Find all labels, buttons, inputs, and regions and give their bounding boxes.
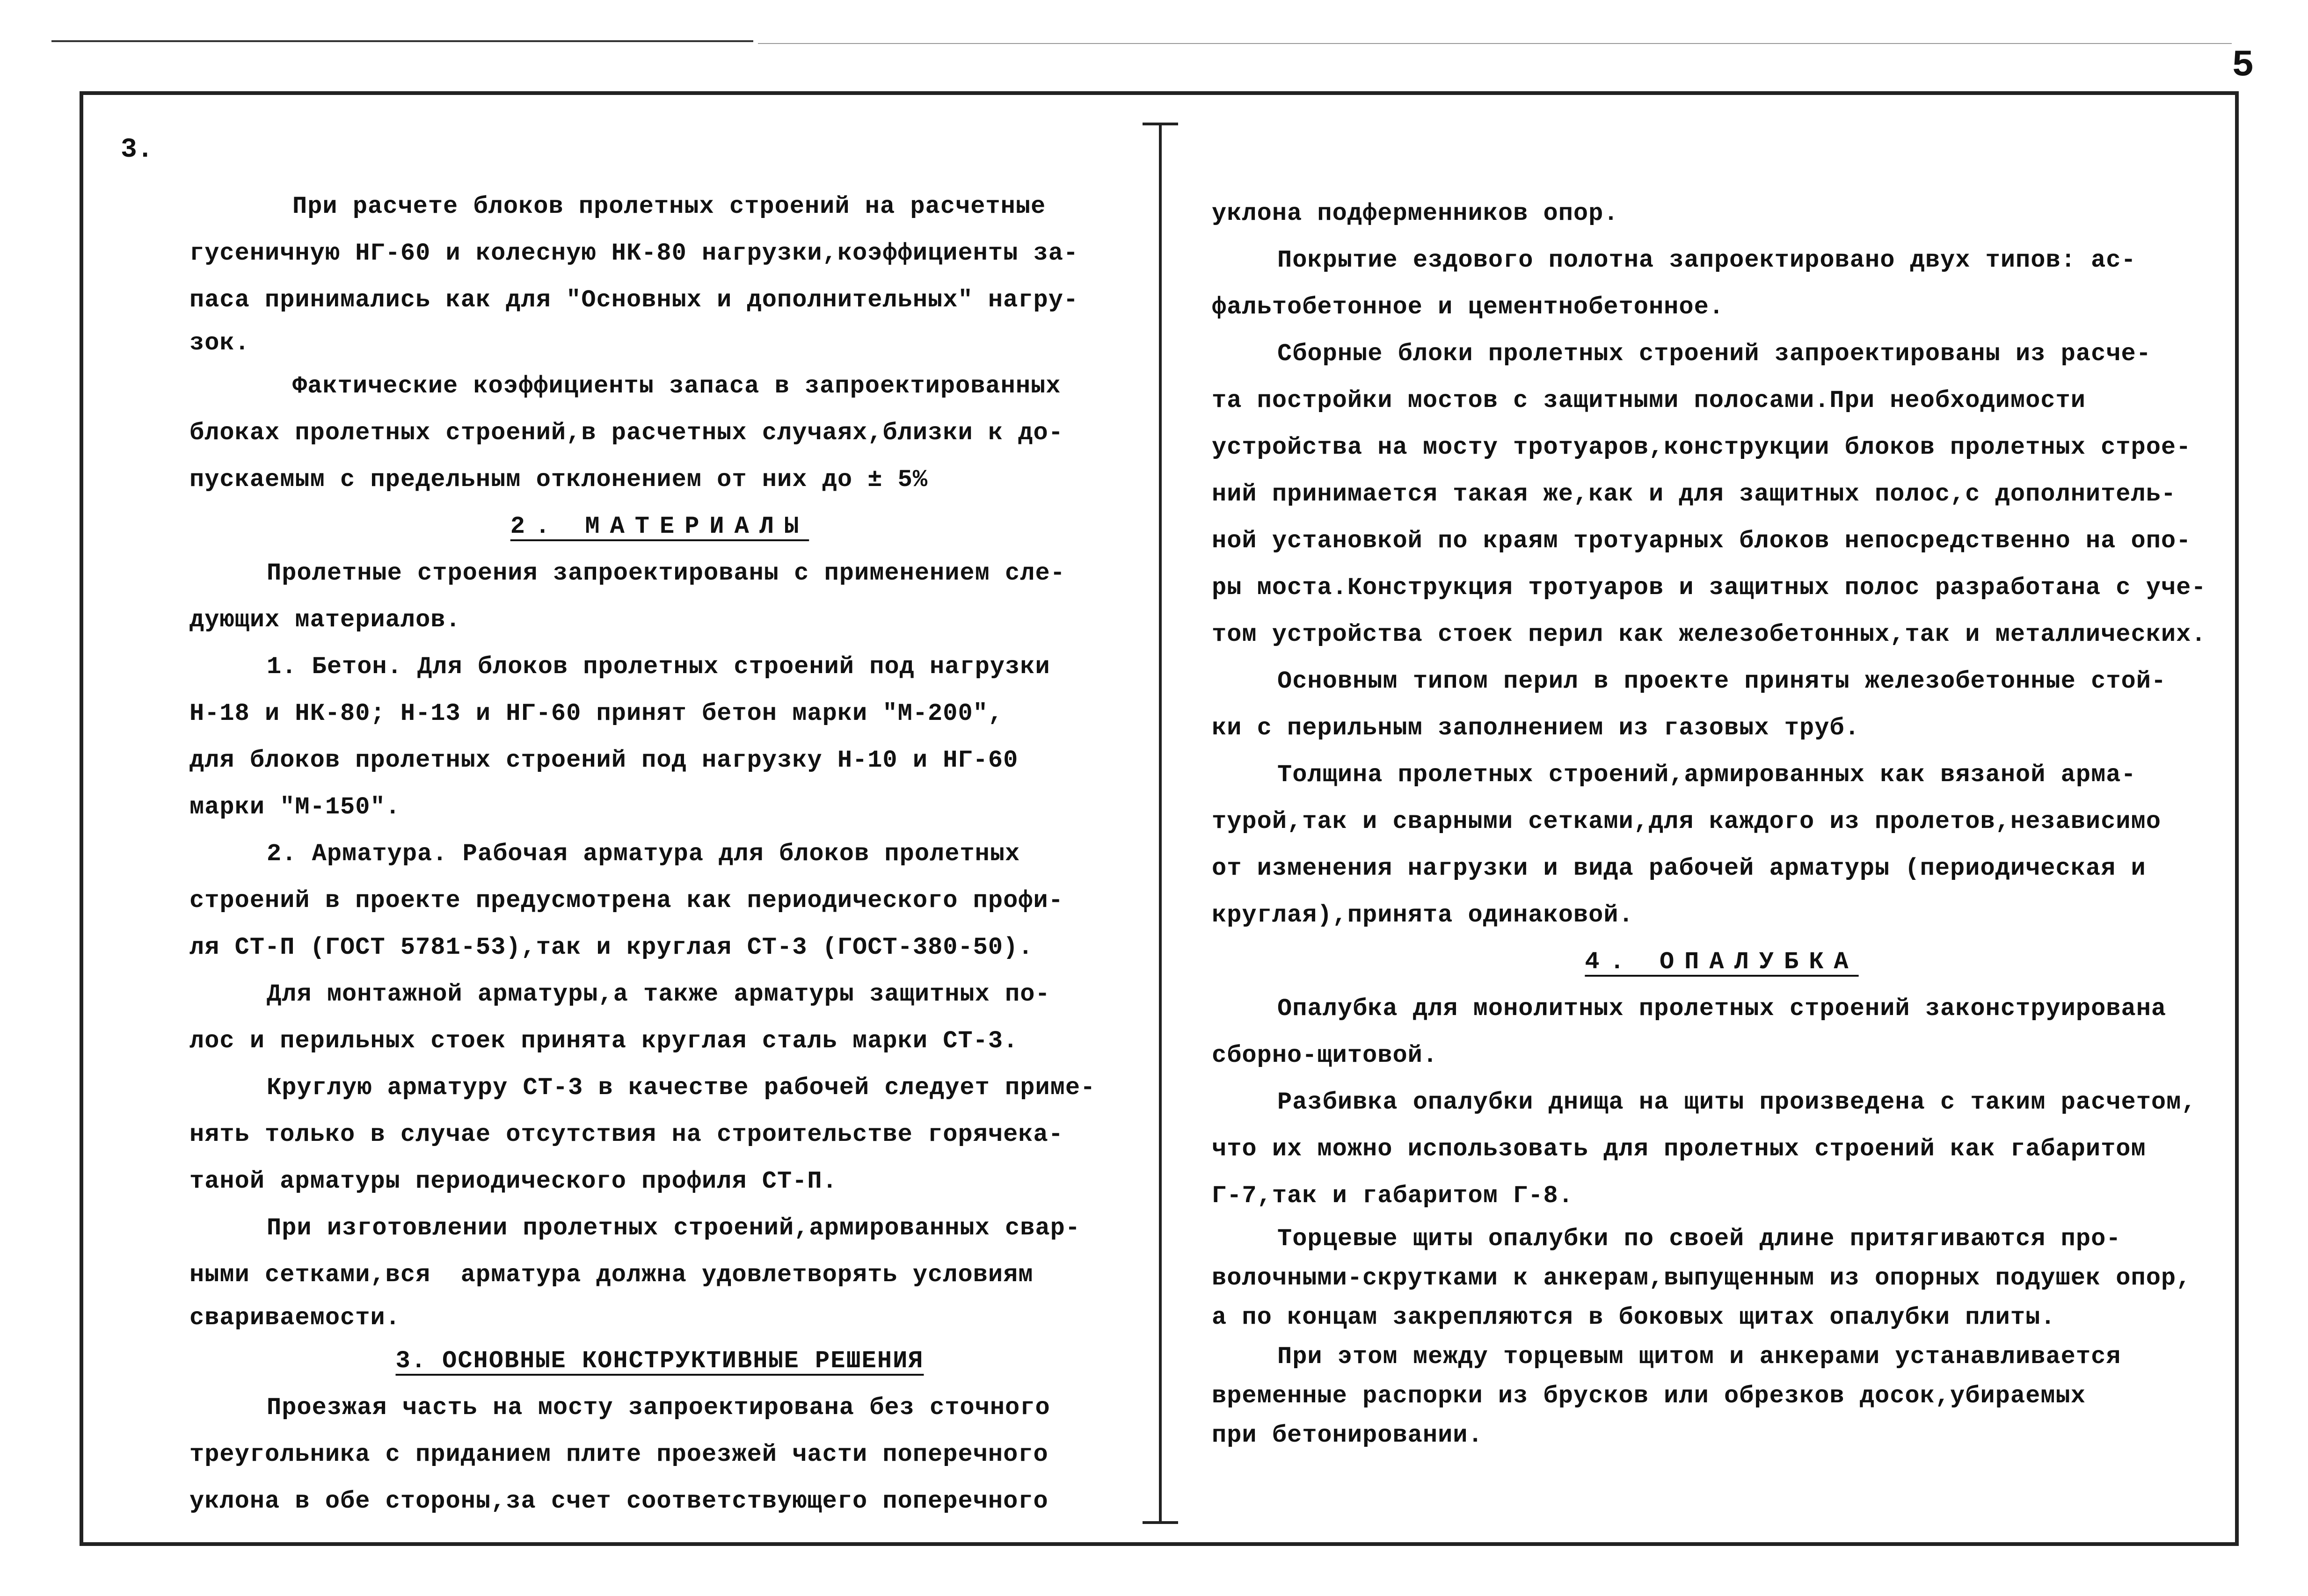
text-line: дующих материалов. (189, 606, 461, 634)
text-line: ля СТ-П (ГОСТ 5781-53),так и круглая СТ-3 (ГОСТ-380-50). (189, 934, 1034, 961)
text-line: зок. (189, 329, 250, 357)
text-line: Для монтажной арматуры,а также арматуры защитных по- (267, 980, 1050, 1008)
text-line: блоках пролетных строений,в расчетных случаях,близки к до- (189, 419, 1063, 447)
text-line: марки "М-150". (189, 793, 400, 821)
text-line: устройства на мосту тротуаров,конструкции блоков пролетных строе- (1212, 434, 2192, 461)
text-line: свариваемости. (189, 1304, 400, 1332)
section-4-heading (1212, 939, 2232, 986)
text-line: паса принимались как для "Основных и дополнительных" нагру- (189, 286, 1079, 314)
text-line: та постройки мостов с защитными полосами.При необходимости (1212, 387, 2086, 414)
text-line: Г-7,так и габаритом Г-8. (1212, 1182, 1573, 1210)
text-line: Опалубка для монолитных пролетных строений законструирована (1277, 995, 2167, 1023)
text-line: При изготовлении пролетных строений,армированных свар- (267, 1214, 1081, 1242)
text-line: Покрытие ездового полотна запроектировано двух типов: ас- (1277, 247, 2136, 274)
text-line: ний принимается такая же,как и для защитных полос,с дополнитель- (1212, 480, 2177, 508)
text-line: уклона в обе стороны,за счет соответствующего поперечного (189, 1487, 1048, 1515)
text-line: Разбивка опалубки днища на щиты произведена с таким расчетом, (1277, 1088, 2197, 1116)
text-line: гусеничную НГ-60 и колесную НК-80 нагрузки,коэффициенты за- (189, 239, 1079, 267)
text-line: круглая),принята одинаковой. (1212, 901, 1634, 929)
text-line: а по концам закрепляются в боковых щитах опалубки плиты. (1212, 1304, 2056, 1331)
text-line: Проезжая часть на мосту запроектирована без сточного (267, 1394, 1050, 1422)
text-line: Толщина пролетных строений,армированных как вязаной арма- (1277, 761, 2136, 789)
text-line: Фактические коэффициенты запаса в запроектированных (292, 372, 1061, 400)
text-line: Торцевые щиты опалубки по своей длине притягиваются про- (1277, 1225, 2121, 1253)
text-line: пускаемым с предельным отклонением от них до ± 5% (189, 466, 928, 493)
text-line: ры моста.Конструкция тротуаров и защитных полос разработана с уче- (1212, 574, 2206, 602)
text-line: таной арматуры периодического профиля СТ-П. (189, 1168, 837, 1195)
text-line: ки с перильным заполнением из газовых труб. (1212, 714, 1860, 742)
text-line: волочными-скрутками к анкерам,выпущенным из опорных подушек опор, (1212, 1264, 2192, 1292)
text-line: строений в проекте предусмотрена как периодического профи- (189, 887, 1063, 914)
divider-cap-bottom (1143, 1521, 1178, 1524)
page-number: 5 (2232, 44, 2255, 87)
text-line: лос и перильных стоек принята круглая сталь марки СТ-3. (189, 1027, 1019, 1055)
section-title: 3. ОСНОВНЫЕ КОНСТРУКТИВНЫЕ РЕШЕНИЯ (395, 1347, 924, 1375)
text-line: Сборные блоки пролетных строений запроектированы из расче- (1277, 340, 2151, 368)
text-line: временные распорки из брусков или обрезков досок,убираемых (1212, 1382, 2086, 1410)
left-column (189, 183, 1130, 1525)
text-line: Основным типом перил в проекте приняты железобетонные стой- (1277, 667, 2167, 695)
text-line: При расчете блоков пролетных строений на расчетные (292, 193, 1046, 220)
text-line: от изменения нагрузки и вида рабочей арматуры (периодическая и (1212, 855, 2146, 882)
top-rule (51, 40, 753, 42)
text-line: 1. Бетон. Для блоков пролетных строений под нагрузки (267, 653, 1050, 681)
section-2-heading (189, 503, 1130, 550)
text-line: уклона подферменников опор. (1212, 200, 1619, 227)
top-rule-faint (758, 43, 2232, 44)
right-column (1212, 190, 2232, 1455)
section-title: 2. МАТЕРИАЛЫ (510, 513, 809, 540)
sheet-number: 3. (121, 135, 153, 165)
section-title: 4. ОПАЛУБКА (1585, 948, 1859, 976)
text-line: Н-18 и НК-80; Н-13 и НГ-60 принят бетон марки "М-200", (189, 700, 1004, 727)
text-line: при бетонировании. (1212, 1422, 1483, 1449)
text-line: 2. Арматура. Рабочая арматура для блоков пролетных (267, 840, 1020, 868)
text-line: что их можно использовать для пролетных строений как габаритом (1212, 1135, 2146, 1163)
text-line: При этом между торцевым щитом и анкерами устанавливается (1277, 1343, 2121, 1371)
text-line: фальтобетонное и цементнобетонное. (1212, 293, 1724, 321)
text-line: сборно-щитовой. (1212, 1042, 1438, 1069)
text-line: треугольника с приданием плите проезжей части поперечного (189, 1441, 1048, 1468)
text-line: том устройства стоек перил как железобетонных,так и металлических. (1212, 621, 2206, 648)
text-line: ной установкой по краям тротуарных блоков непосредственно на опо- (1212, 527, 2192, 555)
column-divider (1159, 124, 1162, 1523)
section-3-heading (189, 1338, 1130, 1385)
text-line: нять только в случае отсутствия на строительстве горячека- (189, 1121, 1063, 1148)
text-line: ными сетками,вся арматура должна удовлетворять условиям (189, 1261, 1034, 1289)
text-line: Круглую арматуру СТ-3 в качестве рабочей следует приме- (267, 1074, 1096, 1102)
text-line: для блоков пролетных строений под нагрузку Н-10 и НГ-60 (189, 747, 1019, 774)
text-line: турой,так и сварными сетками,для каждого из пролетов,независимо (1212, 808, 2161, 835)
text-line: Пролетные строения запроектированы с применением сле- (267, 559, 1065, 587)
